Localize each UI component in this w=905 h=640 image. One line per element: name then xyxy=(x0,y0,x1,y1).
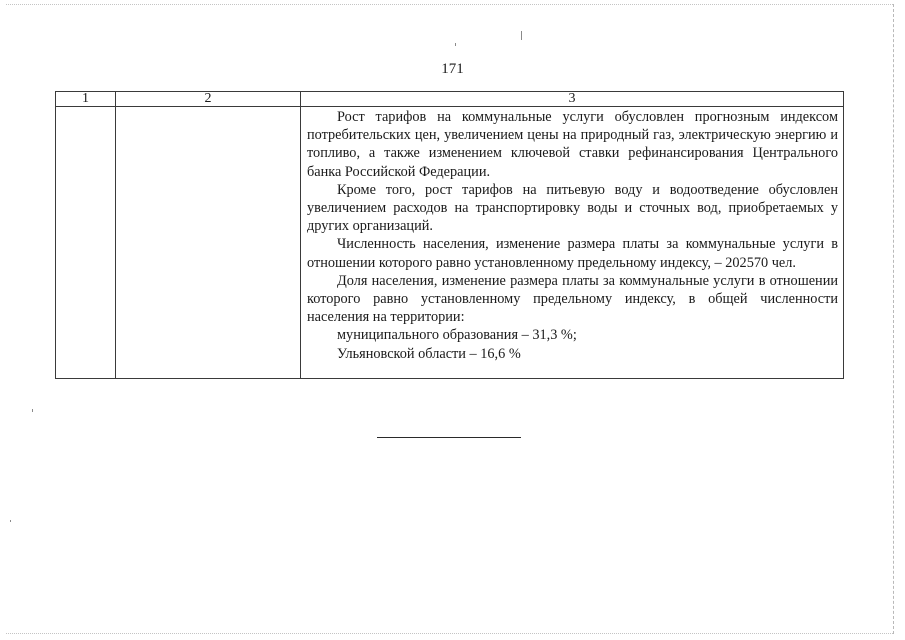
table-header-row xyxy=(56,92,844,107)
table-row xyxy=(56,107,844,379)
list-item-region: Ульяновской области – 16,6 % xyxy=(337,345,521,362)
scan-speck xyxy=(10,520,11,522)
paragraph-tariff-growth: Рост тарифов на коммунальные услуги обусловлен прогнозным индексом потребительских цен, увеличением цены на природный газ, электрическую энергию и топливо, а также изменением ключевой ставки рефинансирования Центрального банка Российской Федерации. xyxy=(307,109,838,180)
scan-edge-top xyxy=(6,4,893,6)
scan-speck xyxy=(32,409,33,412)
paragraph-population-share: Доля населения, изменение размера платы за коммунальные услуги в отношении которого равно установленному предельному индексу, в общей численности населения на территории: xyxy=(307,272,838,326)
list-item-municipal: муниципального образования – 31,3 %; xyxy=(337,327,577,344)
column-header: 3 xyxy=(301,92,844,107)
column-header: 1 xyxy=(56,92,116,107)
paragraph-water-tariffs: Кроме того, рост тарифов на питьевую воду и водоотведение обусловлен увеличением расходов на транспортировку воды и сточных вод, приобретаемых у других организаций. xyxy=(307,181,838,235)
table-cell-col3 xyxy=(301,107,844,379)
scan-edge-bottom xyxy=(6,633,893,635)
closing-rule xyxy=(377,437,521,438)
scan-speck xyxy=(455,43,456,46)
paragraph-population-count: Численность населения, изменение размера платы за коммунальные услуги в отношении которого равно установленному предельному индексу, – 202570 чел. xyxy=(307,236,838,271)
content-table xyxy=(55,91,844,379)
scan-speck xyxy=(521,31,522,40)
scan-edge-right xyxy=(893,4,895,634)
table-cell-col2 xyxy=(116,107,301,379)
page-number: 171 xyxy=(441,61,464,77)
column-header: 2 xyxy=(116,92,301,107)
table-cell-col1 xyxy=(56,107,116,379)
